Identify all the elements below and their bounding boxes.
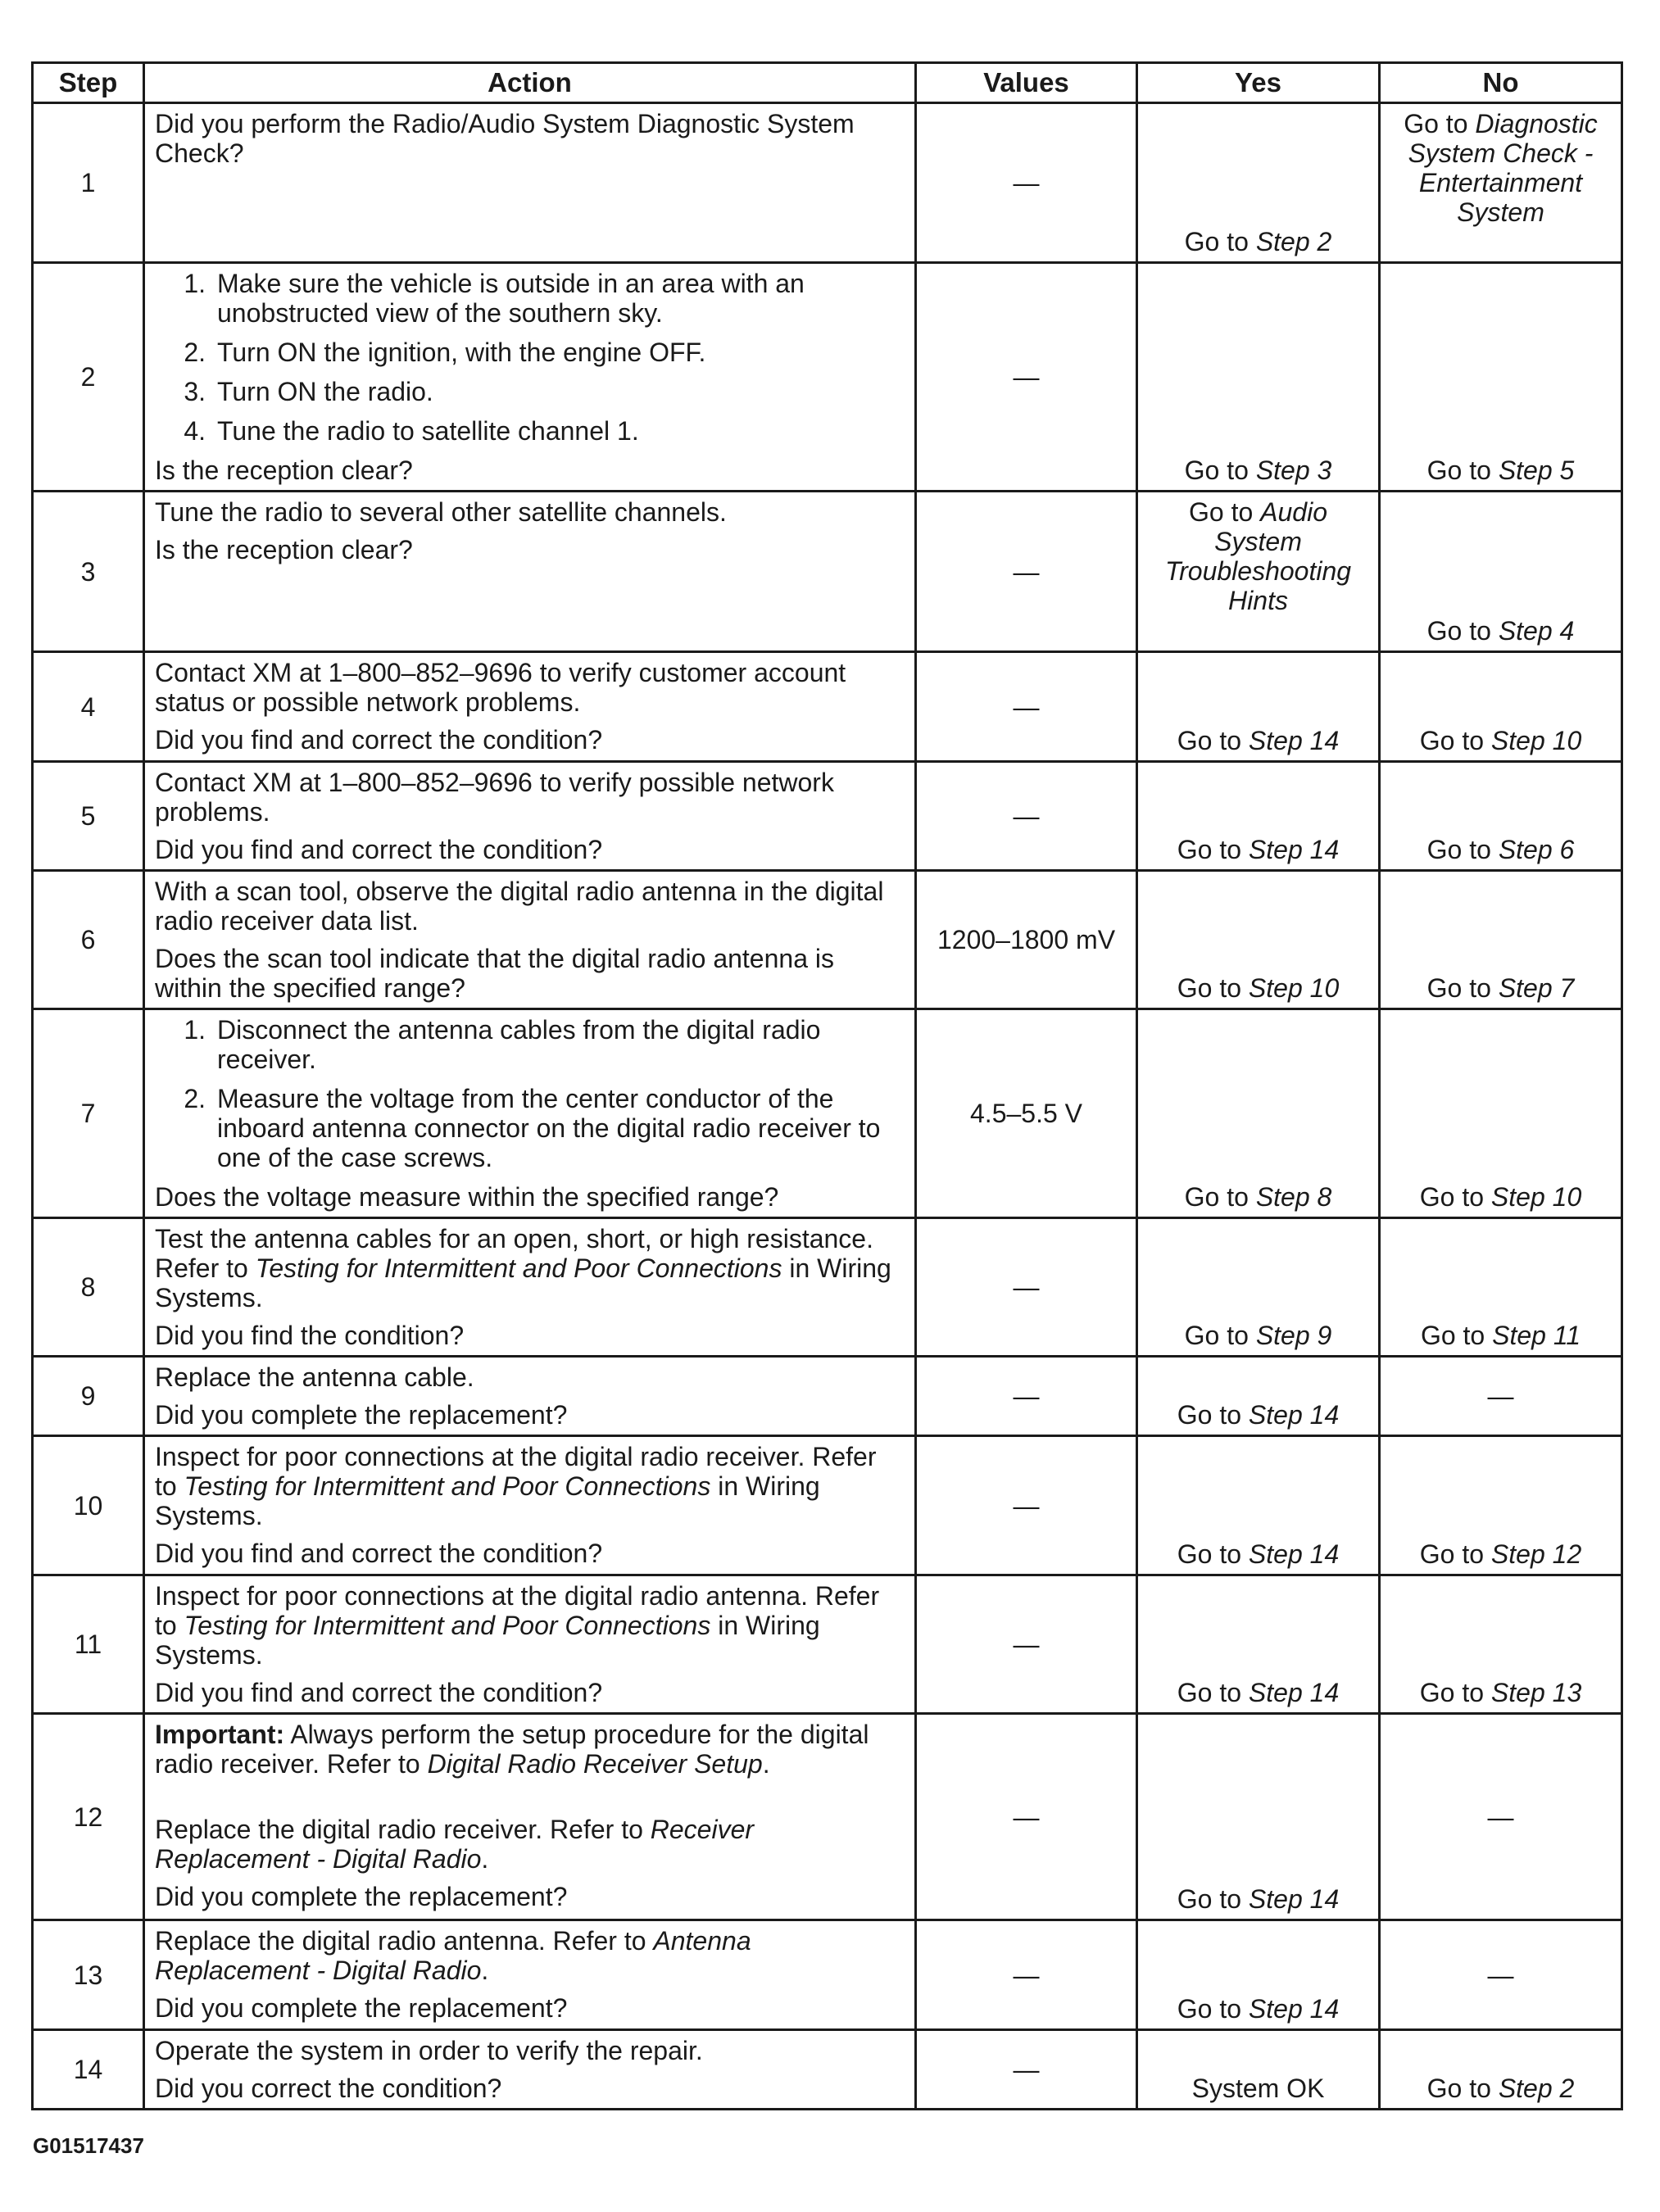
- yes-cell[interactable]: [1137, 1357, 1380, 1436]
- header-row: [33, 63, 1622, 103]
- step-number: 2: [33, 263, 144, 492]
- no-link[interactable]: Step 2: [1498, 2074, 1575, 2103]
- no-cell[interactable]: [1380, 762, 1622, 871]
- yes-cell[interactable]: [1137, 263, 1380, 492]
- value-cell: 1200–1800 mV: [916, 871, 1137, 1009]
- yes-prefix: Go to: [1177, 835, 1249, 864]
- no-cell: [1380, 1357, 1622, 1436]
- yes-prefix: Go to: [1184, 1182, 1256, 1212]
- yes-cell[interactable]: [1137, 1714, 1380, 1920]
- value-cell: —: [916, 492, 1137, 652]
- action-question: Does the voltage measure within the specified range?: [155, 1182, 779, 1212]
- figure-id: G01517437: [33, 2133, 144, 2158]
- no-link[interactable]: Step 13: [1490, 1678, 1582, 1707]
- value-cell: —: [916, 2030, 1137, 2110]
- action-text: Replace the digital radio receiver. Refer to Receiver Replacement - Digital Radio.: [155, 1815, 755, 1874]
- action-cell: [144, 1357, 916, 1436]
- value-cell: 4.5–5.5 V: [916, 1009, 1137, 1218]
- no-cell[interactable]: [1380, 1436, 1622, 1575]
- no-cell[interactable]: [1380, 263, 1622, 492]
- no-dash: —: [1487, 1802, 1514, 1832]
- reference-link[interactable]: Testing for Intermittent and Poor Connections: [255, 1253, 782, 1283]
- no-link[interactable]: Step 7: [1498, 973, 1575, 1003]
- yes-result: System OK: [1191, 2074, 1325, 2103]
- yes-cell[interactable]: [1137, 1575, 1380, 1714]
- action-cell: [144, 652, 916, 762]
- step-number: 10: [33, 1436, 144, 1575]
- yes-cell[interactable]: [1137, 1920, 1380, 2030]
- list-item: 2. Turn ON the ignition, with the engine OFF.: [184, 338, 706, 367]
- step-number: 8: [33, 1218, 144, 1357]
- no-link[interactable]: Step 10: [1490, 726, 1582, 755]
- table-row: [33, 2030, 1622, 2110]
- no-prefix: Go to: [1426, 835, 1499, 864]
- value-cell: —: [916, 1218, 1137, 1357]
- yes-prefix: Go to: [1177, 1400, 1249, 1430]
- action-text: Replace the antenna cable.: [155, 1362, 474, 1392]
- yes-prefix: Go to: [1177, 1678, 1249, 1707]
- yes-link[interactable]: Step 14: [1248, 1539, 1340, 1569]
- no-prefix: Go to: [1419, 1539, 1491, 1569]
- no-prefix: Go to: [1426, 2074, 1499, 2103]
- table-row: [33, 1357, 1622, 1436]
- no-cell[interactable]: [1380, 1575, 1622, 1714]
- action-text: Inspect for poor connections at the digital radio antenna. Refer to Testing for Intermittent and Poor Connections in Wiring Systems.: [155, 1581, 880, 1670]
- action-cell: [144, 871, 916, 1009]
- yes-cell[interactable]: [1137, 492, 1380, 652]
- yes-link[interactable]: Step 14: [1248, 835, 1340, 864]
- table-row: [33, 871, 1622, 1009]
- no-link[interactable]: Step 5: [1498, 456, 1575, 485]
- step-number: 9: [33, 1357, 144, 1436]
- list-item: 1. Disconnect the antenna cables from the digital radio receiver.: [184, 1015, 821, 1074]
- yes-link[interactable]: Step 14: [1248, 1400, 1340, 1430]
- no-prefix: Go to: [1419, 1678, 1491, 1707]
- action-text: Operate the system in order to verify the repair.: [155, 2036, 703, 2065]
- no-cell[interactable]: [1380, 1009, 1622, 1218]
- table-row: [33, 1714, 1622, 1920]
- yes-prefix: Go to: [1177, 1994, 1249, 2024]
- action-question: Does the scan tool indicate that the digital radio antenna is within the specified range?: [155, 944, 834, 1003]
- action-cell: [144, 1714, 916, 1920]
- table-row: [33, 1575, 1622, 1714]
- yes-link[interactable]: Step 9: [1255, 1321, 1332, 1350]
- action-text: Inspect for poor connections at the digital radio receiver. Refer to Testing for Intermittent and Poor Connections in Wiring Systems.: [155, 1442, 877, 1530]
- yes-link[interactable]: Step 14: [1248, 1678, 1340, 1707]
- yes-prefix: Go to: [1177, 1884, 1249, 1914]
- value-cell: —: [916, 762, 1137, 871]
- table-row: [33, 652, 1622, 762]
- table-row: [33, 103, 1622, 263]
- yes-cell[interactable]: [1137, 103, 1380, 263]
- action-cell: [144, 263, 916, 492]
- action-question: Did you find and correct the condition?: [155, 1539, 603, 1568]
- action-cell: [144, 2030, 916, 2110]
- yes-cell: [1137, 2030, 1380, 2110]
- no-prefix: Go to: [1426, 973, 1499, 1003]
- action-text: Contact XM at 1–800–852–9696 to verify possible network problems.: [155, 768, 834, 827]
- no-prefix: Go to: [1426, 616, 1499, 646]
- no-prefix: Go to: [1419, 1182, 1491, 1212]
- action-cell: [144, 1575, 916, 1714]
- no-link[interactable]: Step 10: [1490, 1182, 1582, 1212]
- no-cell[interactable]: [1380, 652, 1622, 762]
- list-item: 1. Make sure the vehicle is outside in an area with an unobstructed view of the southern sky.: [184, 269, 805, 328]
- header-values: Values: [916, 63, 1137, 103]
- action-cell: [144, 1436, 916, 1575]
- value-cell: —: [916, 1714, 1137, 1920]
- action-cell: [144, 1218, 916, 1357]
- no-prefix: Go to: [1426, 456, 1499, 485]
- step-number: 11: [33, 1575, 144, 1714]
- step-number: 4: [33, 652, 144, 762]
- yes-link[interactable]: Step 10: [1248, 973, 1340, 1003]
- yes-prefix: Go to: [1177, 726, 1249, 755]
- value-cell: —: [916, 1575, 1137, 1714]
- list-item: 3. Turn ON the radio.: [184, 377, 433, 406]
- action-text: With a scan tool, observe the digital radio antenna in the digital radio receiver data list.: [155, 877, 884, 936]
- yes-link[interactable]: Step 8: [1255, 1182, 1332, 1212]
- action-cell: [144, 1009, 916, 1218]
- action-cell: [144, 103, 916, 263]
- no-cell: [1380, 1920, 1622, 2030]
- value-cell: —: [916, 103, 1137, 263]
- action-text: Replace the digital radio antenna. Refer to Antenna Replacement - Digital Radio.: [155, 1926, 751, 1985]
- yes-link[interactable]: Step 14: [1248, 726, 1340, 755]
- value-cell: —: [916, 263, 1137, 492]
- action-question: Is the reception clear?: [155, 456, 413, 485]
- table-row: [33, 1436, 1622, 1575]
- no-link[interactable]: Step 4: [1498, 616, 1575, 646]
- no-link[interactable]: Step 11: [1492, 1321, 1581, 1350]
- no-cell: [1380, 1714, 1622, 1920]
- step-number: 5: [33, 762, 144, 871]
- value-cell: —: [916, 1436, 1137, 1575]
- value-cell: —: [916, 1920, 1137, 2030]
- table-row: [33, 1009, 1622, 1218]
- yes-prefix: Go to: [1177, 973, 1249, 1003]
- step-number: 13: [33, 1920, 144, 2030]
- no-dash: —: [1487, 1381, 1514, 1411]
- yes-link[interactable]: Audio System Troubleshooting Hints: [1164, 497, 1352, 615]
- step-number: 3: [33, 492, 144, 652]
- step-number: 6: [33, 871, 144, 1009]
- step-number: 7: [33, 1009, 144, 1218]
- header-step: Step: [33, 63, 144, 103]
- step-number: 14: [33, 2030, 144, 2110]
- action-question: Did you find and correct the condition?: [155, 835, 603, 864]
- yes-prefix: Go to: [1184, 1321, 1256, 1350]
- reference-link[interactable]: Testing for Intermittent and Poor Connections: [184, 1611, 711, 1640]
- no-link[interactable]: Diagnostic System Check - Entertainment System: [1408, 109, 1598, 227]
- no-cell[interactable]: [1380, 871, 1622, 1009]
- yes-cell[interactable]: [1137, 1436, 1380, 1575]
- action-text: Tune the radio to several other satellite channels.: [155, 497, 727, 527]
- action-text: Contact XM at 1–800–852–9696 to verify customer account status or possible network problems.: [155, 658, 846, 717]
- yes-cell[interactable]: [1137, 652, 1380, 762]
- reference-link[interactable]: Testing for Intermittent and Poor Connections: [184, 1471, 711, 1501]
- list-item: 4. Tune the radio to satellite channel 1.: [184, 416, 639, 446]
- yes-prefix: Go to: [1184, 456, 1256, 485]
- action-question: Is the reception clear?: [155, 535, 413, 564]
- table-row: [33, 762, 1622, 871]
- action-text: Did you perform the Radio/Audio System Diagnostic System Check?: [155, 109, 855, 168]
- no-link[interactable]: Step 12: [1490, 1539, 1582, 1569]
- action-question: Did you find the condition?: [155, 1321, 465, 1350]
- action-question: Did you complete the replacement?: [155, 1882, 568, 1911]
- reference-link[interactable]: Receiver Replacement - Digital Radio: [155, 1815, 755, 1874]
- table-row: [33, 492, 1622, 652]
- header-yes: Yes: [1137, 63, 1380, 103]
- action-cell: [144, 1920, 916, 2030]
- reference-link[interactable]: Digital Radio Receiver Setup: [427, 1749, 763, 1779]
- header-no: No: [1380, 63, 1622, 103]
- no-prefix: Go to: [1419, 726, 1491, 755]
- action-question: Did you find and correct the condition?: [155, 1678, 603, 1707]
- no-cell[interactable]: [1380, 492, 1622, 652]
- yes-link[interactable]: Step 14: [1248, 1884, 1340, 1914]
- important-note: Important: Always perform the setup procedure for the digital radio receiver. Refer to Digital Radio Receiver Setup.: [155, 1720, 869, 1779]
- yes-link[interactable]: Step 3: [1255, 456, 1332, 485]
- table-row: [33, 1218, 1622, 1357]
- no-prefix: Go to: [1404, 109, 1476, 138]
- action-question: Did you find and correct the condition?: [155, 725, 603, 755]
- step-number: 12: [33, 1714, 144, 1920]
- action-question: Did you correct the condition?: [155, 2074, 502, 2103]
- reference-link[interactable]: Antenna Replacement - Digital Radio: [155, 1926, 751, 1985]
- list-item: 2. Measure the voltage from the center conductor of the inboard antenna connector on the digital radio receiver to one of the case screws.: [184, 1084, 881, 1172]
- action-cell: [144, 492, 916, 652]
- table-row: [33, 263, 1622, 492]
- step-number: 1: [33, 103, 144, 263]
- value-cell: —: [916, 1357, 1137, 1436]
- yes-cell[interactable]: [1137, 871, 1380, 1009]
- no-cell[interactable]: [1380, 2030, 1622, 2110]
- yes-cell[interactable]: [1137, 1218, 1380, 1357]
- action-cell: [144, 762, 916, 871]
- action-question: Did you complete the replacement?: [155, 1400, 568, 1430]
- header-action: Action: [144, 63, 916, 103]
- yes-link[interactable]: Step 2: [1255, 227, 1332, 256]
- yes-prefix: Go to: [1177, 1539, 1249, 1569]
- no-cell[interactable]: [1380, 1218, 1622, 1357]
- no-prefix: Go to: [1420, 1321, 1493, 1350]
- action-text: Test the antenna cables for an open, short, or high resistance. Refer to Testing for Intermittent and Poor Connections in Wiring Systems.: [155, 1224, 891, 1312]
- value-cell: —: [916, 652, 1137, 762]
- yes-cell[interactable]: [1137, 1009, 1380, 1218]
- no-dash: —: [1487, 1960, 1514, 1990]
- no-cell[interactable]: [1380, 103, 1622, 263]
- diagnostic-table: [31, 61, 1623, 2110]
- yes-prefix: Go to: [1189, 497, 1261, 527]
- table-row: [33, 1920, 1622, 2030]
- action-question: Did you complete the replacement?: [155, 1993, 568, 2023]
- no-link[interactable]: Step 6: [1498, 835, 1575, 864]
- yes-link[interactable]: Step 14: [1248, 1994, 1340, 2024]
- yes-cell[interactable]: [1137, 762, 1380, 871]
- yes-prefix: Go to: [1184, 227, 1256, 256]
